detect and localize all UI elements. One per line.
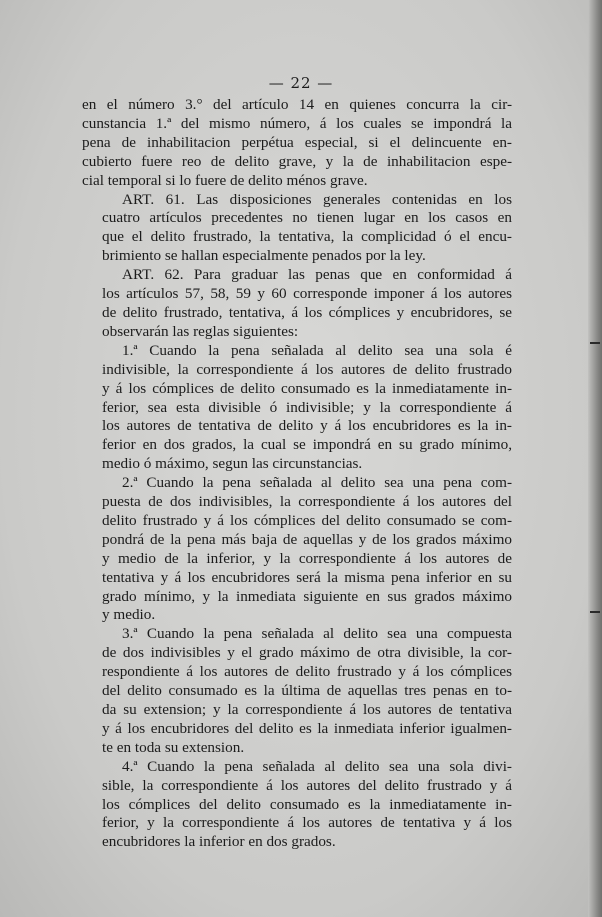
text-line: brimiento se hallan especialmente penados por la ley. [102, 247, 426, 265]
text-line: ART. 62. Para graduar las penas que en conformidad á [122, 266, 512, 284]
text-line: indivisible, la correspondiente á los autores de delito frustrado [102, 360, 512, 378]
body-text [82, 96, 512, 852]
text-line: los artículos 57, 58, 59 y 60 corresponde imponer á los autores [102, 285, 512, 303]
text-line: respondiente á los autores de delito frustrado y á los cómplices [102, 663, 512, 681]
text-line: de delito frustrado, tentativa, á los cómplices y encubridores, se [102, 303, 512, 321]
paragraph-p6 [82, 625, 512, 757]
text-line: y medio. [102, 606, 156, 624]
text-line: ART. 61. Las disposiciones generales contenidas en los [122, 190, 512, 208]
text-line: ferior en dos grados, la cual se impondrá en su grado mínimo, [102, 436, 512, 454]
text-line: pena de inhabilitacion perpétua especial, si el delincuente en- [82, 133, 512, 151]
text-line: 2.ª Cuando la pena señalada al delito sea una pena com- [122, 474, 512, 492]
text-line: los autores de tentativa de delito y á los encubridores es la in- [102, 417, 512, 435]
text-line: encubridores la inferior en dos grados. [102, 833, 336, 851]
text-line: del delito consumado es la última de aquellas tres penas en to- [102, 682, 512, 700]
text-line: 4.ª Cuando la pena señalada al delito sea una sola divi- [122, 757, 512, 775]
text-line: que el delito frustrado, la tentativa, la complicidad ó el encu- [102, 228, 512, 246]
text-line: observarán las reglas siguientes: [102, 322, 299, 340]
margin-tick-mark [590, 342, 600, 344]
paragraph-p2 [82, 191, 512, 267]
text-line: puesta de dos indivisibles, la correspondiente á los autores del [102, 493, 512, 511]
text-line: pondrá de la pena más baja de aquellas y de los grados máximo [102, 530, 512, 548]
page-number: — 22 — [268, 74, 334, 92]
text-line: y medio de la inferior, y la correspondiente á los autores de [102, 549, 512, 567]
paragraph-p1 [82, 96, 512, 191]
text-line: 1.ª Cuando la pena señalada al delito sea una sola é [122, 341, 512, 359]
paragraph-p5 [82, 474, 512, 625]
text-line: cial temporal si lo fuere de delito ménos grave. [82, 171, 368, 189]
text-line: da su extension; y la correspondiente á los autores de tentativa [102, 701, 512, 718]
paragraph-p7 [82, 758, 512, 853]
text-line: en el número 3.° del artículo 14 en quienes concurra la cir- [82, 96, 512, 113]
text-line: los cómplices del delito consumado es la inmediatamente in- [102, 795, 512, 813]
text-line: ferior, y la correspondiente á los autores de tentativa y á los [102, 814, 512, 832]
text-line: sible, la correspondiente á los autores del delito frustrado y á [102, 776, 512, 794]
margin-tick-mark [590, 611, 600, 613]
text-line: grado mínimo, y la inmediata siguiente en sus grados máximo [102, 587, 512, 605]
text-line: ferior, sea esta divisible ó indivisible; y la correspondiente á [102, 398, 512, 416]
text-line: delito frustrado y á los cómplices del delito consumado se com- [102, 511, 512, 529]
text-line: cuatro artículos precedentes no tienen lugar en los casos en [102, 209, 512, 227]
text-line: 3.ª Cuando la pena señalada al delito sea una compuesta [122, 625, 512, 643]
text-line: y á los cómplices de delito consumado es la inmediatamente in- [102, 379, 512, 397]
text-line: te en toda su extension. [102, 738, 245, 756]
text-line: tentativa y á los encubridores será la misma pena inferior en su [102, 568, 512, 586]
paragraph-p4 [82, 342, 512, 474]
book-spine-shadow [588, 0, 602, 917]
text-line: de dos indivisibles y el grado máximo de otra divisible, la cor- [102, 644, 512, 662]
text-line: y á los encubridores del delito es la inmediata inferior igualmen- [102, 719, 512, 737]
text-line: cunstancia 1.ª del mismo número, á los cuales se impondrá la [82, 114, 512, 132]
paragraph-p3 [82, 266, 512, 342]
text-line: cubierto fuere reo de delito grave, y la de inhabilitacion espe- [82, 152, 512, 170]
text-line: medio ó máximo, segun las circunstancias. [102, 455, 363, 473]
